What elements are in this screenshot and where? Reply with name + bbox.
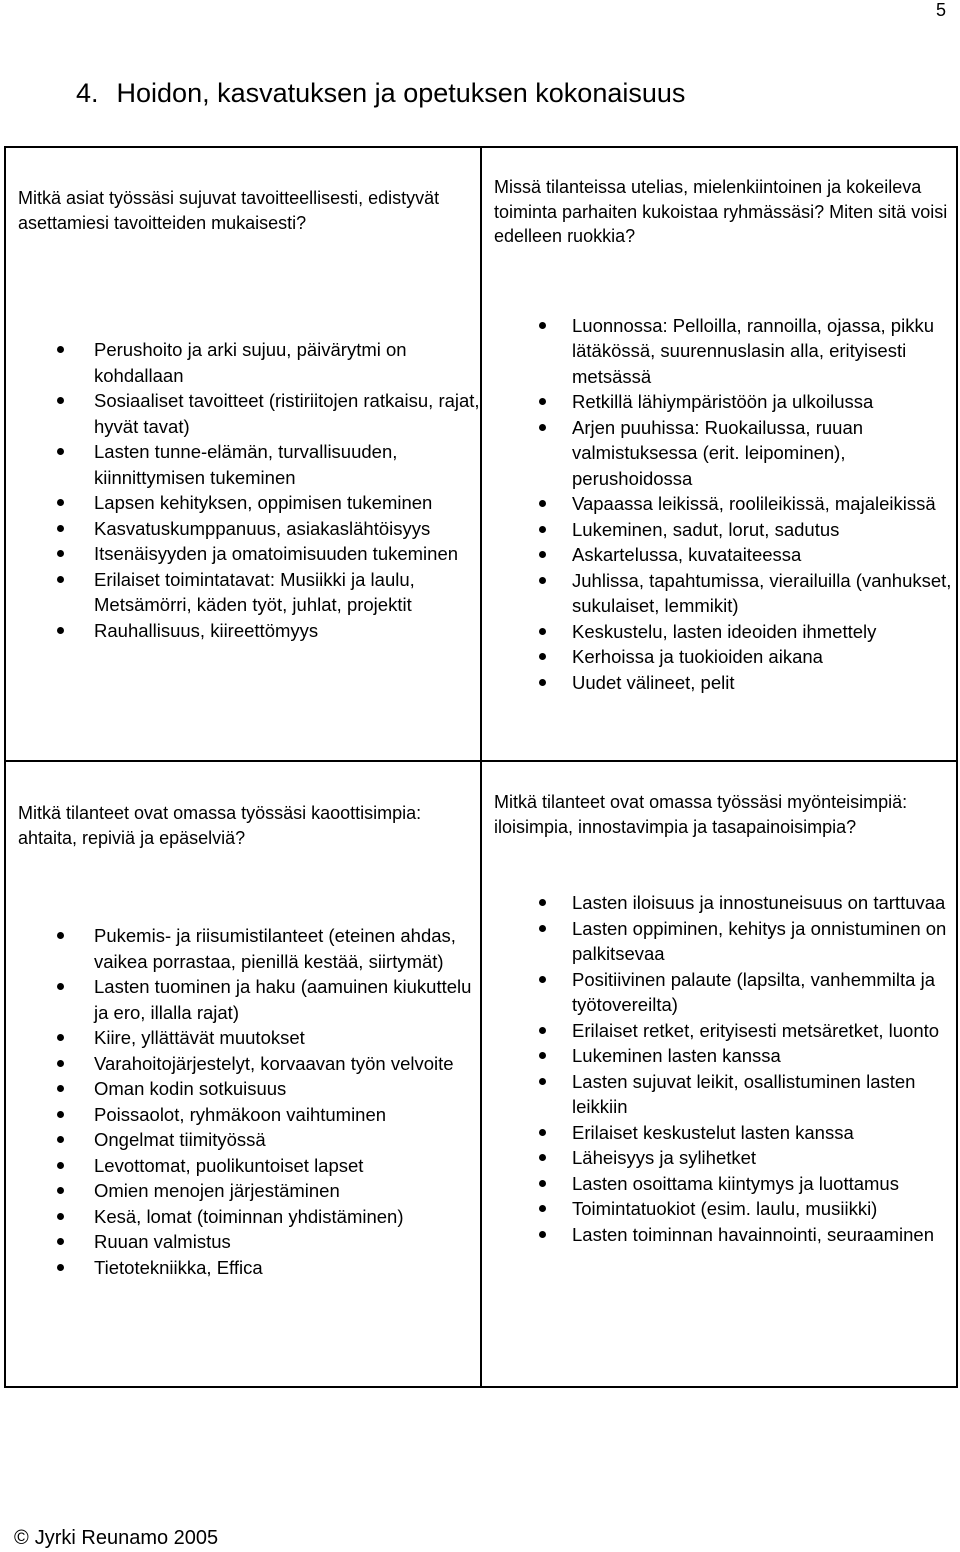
list-item: Lasten iloisuus ja innostuneisuus on tarttuvaa — [482, 890, 956, 916]
section-number: 4. — [76, 78, 99, 108]
list-item: Lukeminen lasten kanssa — [482, 1043, 956, 1069]
cell-curiosity — [481, 147, 957, 761]
question-curiosity: Missä tilanteissa utelias, mielenkiintoinen ja kokeileva toiminta parhaiten kukoistaa ryhmässäsi? Miten sitä voisi edelleen ruokkia? — [494, 177, 948, 246]
list-item: Vapaassa leikissä, roolileikissä, majaleikissä — [482, 491, 956, 517]
list-item: Lapsen kehityksen, oppimisen tukeminen — [6, 490, 480, 516]
section-heading — [76, 78, 685, 109]
list-item: Poissaolot, ryhmäkoon vaihtuminen — [6, 1102, 480, 1128]
list-item: Ongelmat tiimityössä — [6, 1127, 480, 1153]
list-item: Lasten toiminnan havainnointi, seuraaminen — [482, 1222, 956, 1248]
list-item: Lasten tuominen ja haku (aamuinen kiukuttelu ja ero, illalla rajat) — [6, 974, 480, 1025]
question-goals: Mitkä asiat työssäsi sujuvat tavoitteellisesti, edistyvät asettamiesi tavoitteiden mukaisesti? — [18, 188, 440, 233]
list-item: Lasten tunne-elämän, turvallisuuden, kiinnittymisen tukeminen — [6, 439, 480, 490]
list-item: Oman kodin sotkuisuus — [6, 1076, 480, 1102]
list-goals — [6, 337, 480, 643]
list-item: Retkillä lähiympäristöön ja ulkoilussa — [482, 389, 956, 415]
list-chaotic — [6, 923, 480, 1280]
list-item: Lukeminen, sadut, lorut, sadutus — [482, 517, 956, 543]
list-item: Pukemis- ja riisumistilanteet (eteinen ahdas, vaikea porrastaa, pienillä kestää, siirtymät) — [6, 923, 480, 974]
list-item: Lasten sujuvat leikit, osallistuminen lasten leikkiin — [482, 1069, 956, 1120]
list-item: Kesä, lomat (toiminnan yhdistäminen) — [6, 1204, 480, 1230]
list-item: Kiire, yllättävät muutokset — [6, 1025, 480, 1051]
question-positive: Mitkä tilanteet ovat omassa työssäsi myönteisimpiä: iloisimpia, innostavimpia ja tasapainoisimpia? — [494, 792, 908, 837]
cell-goals — [5, 147, 481, 761]
section-title: Hoidon, kasvatuksen ja opetuksen kokonaisuus — [116, 78, 686, 108]
list-curiosity — [482, 313, 956, 696]
list-item: Sosiaaliset tavoitteet (ristiriitojen ratkaisu, rajat, hyvät tavat) — [6, 388, 480, 439]
list-item: Itsenäisyyden ja omatoimisuuden tukeminen — [6, 541, 480, 567]
list-item: Erilaiset retket, erityisesti metsäretket, luonto — [482, 1018, 956, 1044]
footer — [14, 1527, 218, 1550]
list-item: Omien menojen järjestäminen — [6, 1178, 480, 1204]
list-item: Toimintatuokiot (esim. laulu, musiikki) — [482, 1196, 956, 1222]
list-item: Perushoito ja arki sujuu, päivärytmi on kohdallaan — [6, 337, 480, 388]
page-number: 5 — [935, 0, 946, 20]
cell-chaotic — [5, 761, 481, 1387]
list-item: Erilaiset keskustelut lasten kanssa — [482, 1120, 956, 1146]
list-item: Luonnossa: Pelloilla, rannoilla, ojassa, pikku lätäkössä, suurennuslasin alla, erityisesti metsässä — [482, 313, 956, 390]
list-item: Juhlissa, tapahtumissa, vierailuilla (vanhukset, sukulaiset, lemmikit) — [482, 568, 956, 619]
list-item: Keskustelu, lasten ideoiden ihmettely — [482, 619, 956, 645]
list-item: Lasten osoittama kiintymys ja luottamus — [482, 1171, 956, 1197]
list-item: Ruuan valmistus — [6, 1229, 480, 1255]
list-item: Tietotekniikka, Effica — [6, 1255, 480, 1281]
question-chaotic: Mitkä tilanteet ovat omassa työssäsi kaoottisimpia: ahtaita, repiviä ja epäselviä? — [18, 803, 422, 848]
cell-positive — [481, 761, 957, 1387]
list-item: Kerhoissa ja tuokioiden aikana — [482, 644, 956, 670]
list-item: Levottomat, puolikuntoiset lapset — [6, 1153, 480, 1179]
footer-text: Jyrki Reunamo 2005 — [34, 1527, 219, 1549]
list-positive — [482, 890, 956, 1247]
list-item: Arjen puuhissa: Ruokailussa, ruuan valmistuksessa (erit. leipominen), perushoidossa — [482, 415, 956, 492]
list-item: Askartelussa, kuvataiteessa — [482, 542, 956, 568]
list-item: Lasten oppiminen, kehitys ja onnistuminen on palkitsevaa — [482, 916, 956, 967]
list-item: Rauhallisuus, kiireettömyys — [6, 618, 480, 644]
list-item: Läheisyys ja sylihetket — [482, 1145, 956, 1171]
reflection-grid — [4, 146, 958, 1388]
list-item: Uudet välineet, pelit — [482, 670, 956, 696]
list-item: Positiivinen palaute (lapsilta, vanhemmilta ja työtovereilta) — [482, 967, 956, 1018]
list-item: Varahoitojärjestelyt, korvaavan työn velvoite — [6, 1051, 480, 1077]
list-item: Kasvatuskumppanuus, asiakaslähtöisyys — [6, 516, 480, 542]
copyright-symbol: © — [14, 1527, 29, 1549]
list-item: Erilaiset toimintatavat: Musiikki ja laulu, Metsämörri, käden työt, juhlat, projektit — [6, 567, 480, 618]
